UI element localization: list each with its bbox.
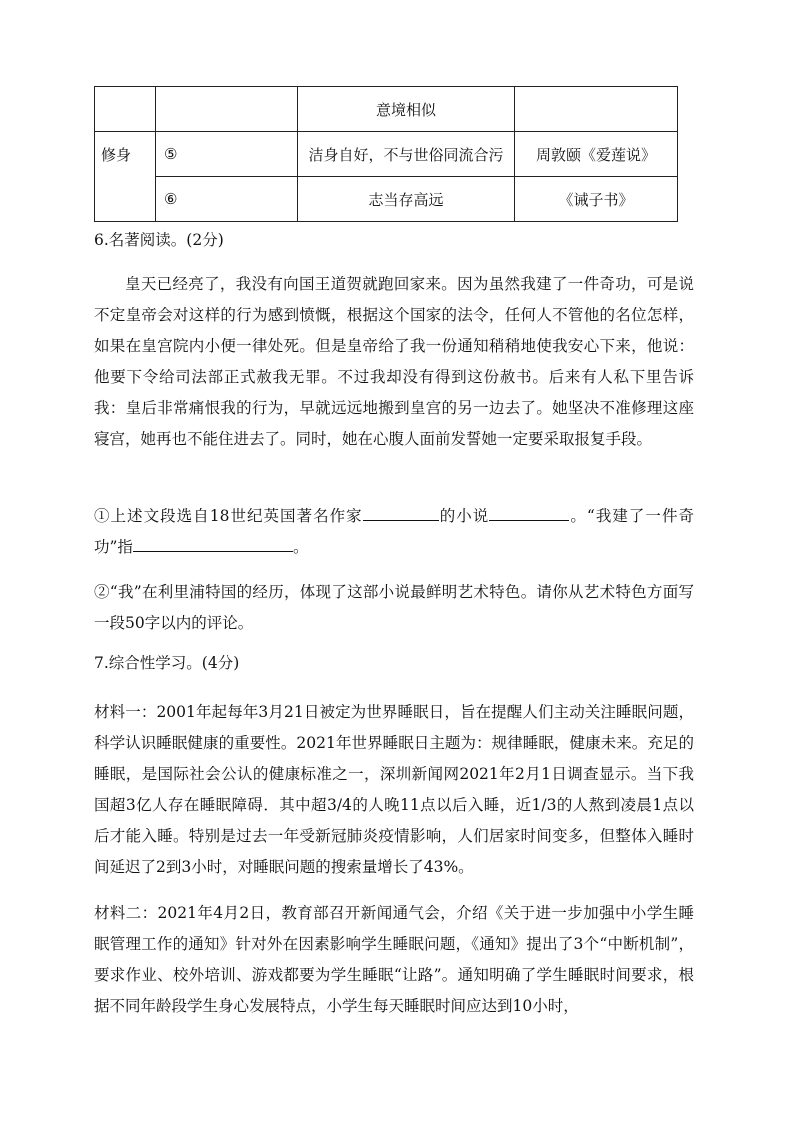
- table-cell: 意境相似: [298, 87, 515, 132]
- table-row: [95, 177, 678, 222]
- table-row: [95, 132, 678, 177]
- table-cell: [156, 87, 298, 132]
- feat-blank[interactable]: [133, 537, 293, 552]
- table-cell: 志当存高远: [298, 177, 515, 222]
- question-6-passage: 皇天已经亮了，我没有向国王道贺就跑回家来。因为虽然我建了一件奇功，可是说不定皇帝会对这样的行为感到愤慨，根据这个国家的法令，任何人不管他的名位怎样，如果在皇宫院内小便一律处死。但是皇帝给了我一份通知稍稍地使我安心下来，他说：他要下令给司法部正式赦我无罪。不过我却没有得到这份赦书。后来有人私下里告诉我：皇后非常痛恨我的行为，早就远远地搬到皇宫的另一边去了。她坚决不准修理这座寝宫，她再也不能住进去了。同时，她在心腹人面前发誓她一定要采取报复手段。: [94, 275, 694, 448]
- question-6-sub-2: ②“我”在利里浦特国的经历，体现了这部小说最鲜明艺术特色。请你从艺术特色方面写一段50字以内的评论。: [94, 583, 694, 632]
- sub1-text-b: 的小说: [438, 507, 490, 525]
- question-7-heading: 7.综合性学习。(4分): [94, 654, 240, 672]
- poetry-table: [94, 86, 678, 222]
- table-cell: ⑤: [156, 132, 298, 177]
- table-row: [95, 87, 678, 132]
- table-cell: ⑥: [156, 177, 298, 222]
- novel-title-blank[interactable]: [489, 506, 569, 521]
- table-cell: 洁身自好，不与世俗同流合污: [298, 132, 515, 177]
- sub1-text-a: ①上述文段选自18世纪英国著名作家: [94, 507, 363, 525]
- question-6-sub-1: [94, 501, 694, 563]
- material-2: 材料二：2021年4月2日，教育部召开新闻通气会，介绍《关于进一步加强中小学生睡眠管理工作的通知》针对外在因素影响学生睡眠问题，《通知》提出了3个“中断机制”，要求作业、校外培训、游戏都要为学生睡眠“让路”。通知明确了学生睡眠时间要求，根据不同年龄段学生身心发展特点，小学生每天睡眠时间应达到10小时，: [94, 904, 694, 1015]
- table-cell: 周敦颐《爱莲说》: [515, 132, 678, 177]
- table-cell: [515, 87, 678, 132]
- table-cell: [95, 87, 156, 132]
- sub1-text-d: 。: [292, 538, 309, 556]
- table-cell-category: 修身: [95, 132, 156, 222]
- sub1-text-c: 。“我建了一件奇功”指: [94, 507, 694, 556]
- material-1: 材料一：2001年起每年3月21日被定为世界睡眠日，旨在提醒人们主动关注睡眠问题，科学认识睡眠健康的重要性。2021年世界睡眠日主题为：规律睡眠，健康未来。充足的睡眠，是国际社会公认的健康标准之一，深圳新闻网2021年2月1日调查显示。当下我国超3亿人存在睡眠障碍．其中超3/4的人晚11点以后入睡，近1/3的人熬到凌晨1点以后才能入睡。特别是过去一年受新冠肺炎疫情影响，人们居家时间变多，但整体入睡时间延迟了2到3小时，对睡眠问题的搜索量增长了43%。: [94, 703, 694, 876]
- question-6-heading: 6.名著阅读。(2分): [94, 231, 224, 249]
- table-cell: 《诫子书》: [515, 177, 678, 222]
- author-blank[interactable]: [363, 506, 439, 521]
